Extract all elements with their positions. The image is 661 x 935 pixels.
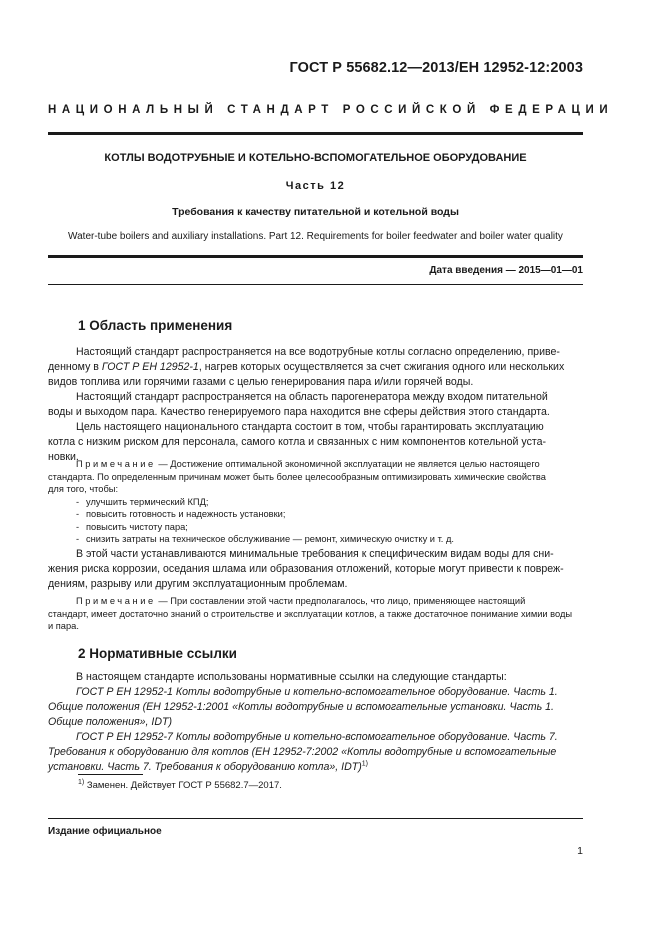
section-2-heading: 2 Нормативные ссылки xyxy=(78,646,237,661)
document-title: КОТЛЫ ВОДОТРУБНЫЕ И КОТЕЛЬНО-ВСПОМОГАТЕЛЬНОЕ ОБОРУДОВАНИЕ xyxy=(104,152,527,164)
page-number: 1 xyxy=(577,845,583,857)
note-list xyxy=(48,496,583,546)
document-subtitle: Требования к качеству питательной и котельной воды xyxy=(172,206,459,218)
section-1-paragraph-1: Настоящий стандарт распространяется на все водотрубные котлы согласно определению, приве- денному в ГОСТ Р ЕН 12952-1, нагрев которых осуществляется за счет сжигания одного или нескольких видов топлива или горячими газами с целью генерирования пара и/или горячей воды. xyxy=(48,346,565,388)
section-1-paragraph-3: Цель настоящего национального стандарта состоит в том, чтобы гарантировать эксплуатацию котла с низким риском для персонала, самого котла и связанных с ним компонентов котельной уста- новки. xyxy=(48,421,547,463)
note-label: Примечание xyxy=(76,459,156,469)
note-1: Примечание — Достижение оптимальной экономичной эксплуатации не является целью настоящего стандарта. По определенным причинам может быть более целесообразным оптимизировать химические свойства для того, чтобы: - улучшить термический КПД; - повысить готовность и надежность установки; - повысить чистоту пара; - снизить затраты на техническое обслуживание — ремонт, химическую очистку и т. д. xyxy=(48,458,583,546)
footer-divider xyxy=(48,818,583,819)
footnote-mark: 1) xyxy=(78,778,85,786)
list-item: - снизить затраты на техническое обслуживание — ремонт, химическую очистку и т. д. xyxy=(76,534,454,544)
note-label: Примечание xyxy=(76,596,156,606)
english-title: Water-tube boilers and auxiliary installations. Part 12. Requirements for boiler feedwater and boiler water quality xyxy=(68,231,563,242)
header-divider xyxy=(48,132,583,135)
national-standard-banner: НАЦИОНАЛЬНЫЙ СТАНДАРТ РОССИЙСКОЙ ФЕДЕРАЦИИ xyxy=(48,104,614,116)
footnote-reference[interactable]: 1) xyxy=(361,760,368,768)
section-1-heading: 1 Область применения xyxy=(78,318,233,333)
footnote-divider xyxy=(78,774,143,775)
list-item: - повысить чистоту пара; xyxy=(76,521,188,532)
section-1-paragraph-4: В этой части устанавливаются минимальные требования к специфическим видам воды для сни- жения риска коррозии, оседания шлама или образования отложений, которые могут привести к повреж- дениям, разрыву или другим эксплуатационным проблемам. xyxy=(48,548,564,590)
reference-2: ГОСТ Р ЕН 12952-7 Котлы водотрубные и котельно-вспомогательное оборудование. Часть 7. Требования к оборудованию для котлов (ЕН 12952-7:2002 «Котлы водотрубные и вспомогательные установки. Часть 7. Требования к оборудованию котла», IDT)$^{1)}$ xyxy=(48,731,558,773)
reference-1: ГОСТ Р ЕН 12952-1 Котлы водотрубные и котельно-вспомогательное оборудование. Часть 1. Общие положения (ЕН 12952-1:2001 «Котлы водотрубные и вспомогательные установки. Часть 1. Общие положения», IDT) xyxy=(48,686,558,728)
note-2: Примечание — При составлении этой части предполагалось, что лицо, применяющее настоящий стандарт, имеет достаточно знаний о строительстве и эксплуатации котлов, а также достаточное понимание химии воды и пара. xyxy=(48,596,573,631)
footnote: $^{1)}$ Заменен. Действует ГОСТ Р 55682.7—2017. xyxy=(78,778,282,791)
section-1-paragraph-2: Настоящий стандарт распространяется на область парогенератора между входом питательной воды и выходом пара. Качество генерируемого пара находится вне сферы действия этого стандарта. xyxy=(48,391,550,418)
document-code: ГОСТ Р 55682.12—2013/ЕН 12952-12:2003 xyxy=(289,60,583,76)
section-2-paragraph-1: В настоящем стандарте использованы нормативные ссылки на следующие стандарты: xyxy=(76,671,507,683)
list-item: - повысить готовность и надежность установки; xyxy=(76,509,286,519)
date-divider xyxy=(48,284,583,285)
standard-reference: ГОСТ Р ЕН 12952-1 xyxy=(101,361,199,373)
title-divider xyxy=(48,255,583,258)
list-item: - улучшить термический КПД; xyxy=(76,496,209,507)
part-number: Часть 12 xyxy=(285,180,346,192)
official-edition-label: Издание официальное xyxy=(48,826,162,837)
introduction-date: Дата введения — 2015—01—01 xyxy=(429,265,583,276)
